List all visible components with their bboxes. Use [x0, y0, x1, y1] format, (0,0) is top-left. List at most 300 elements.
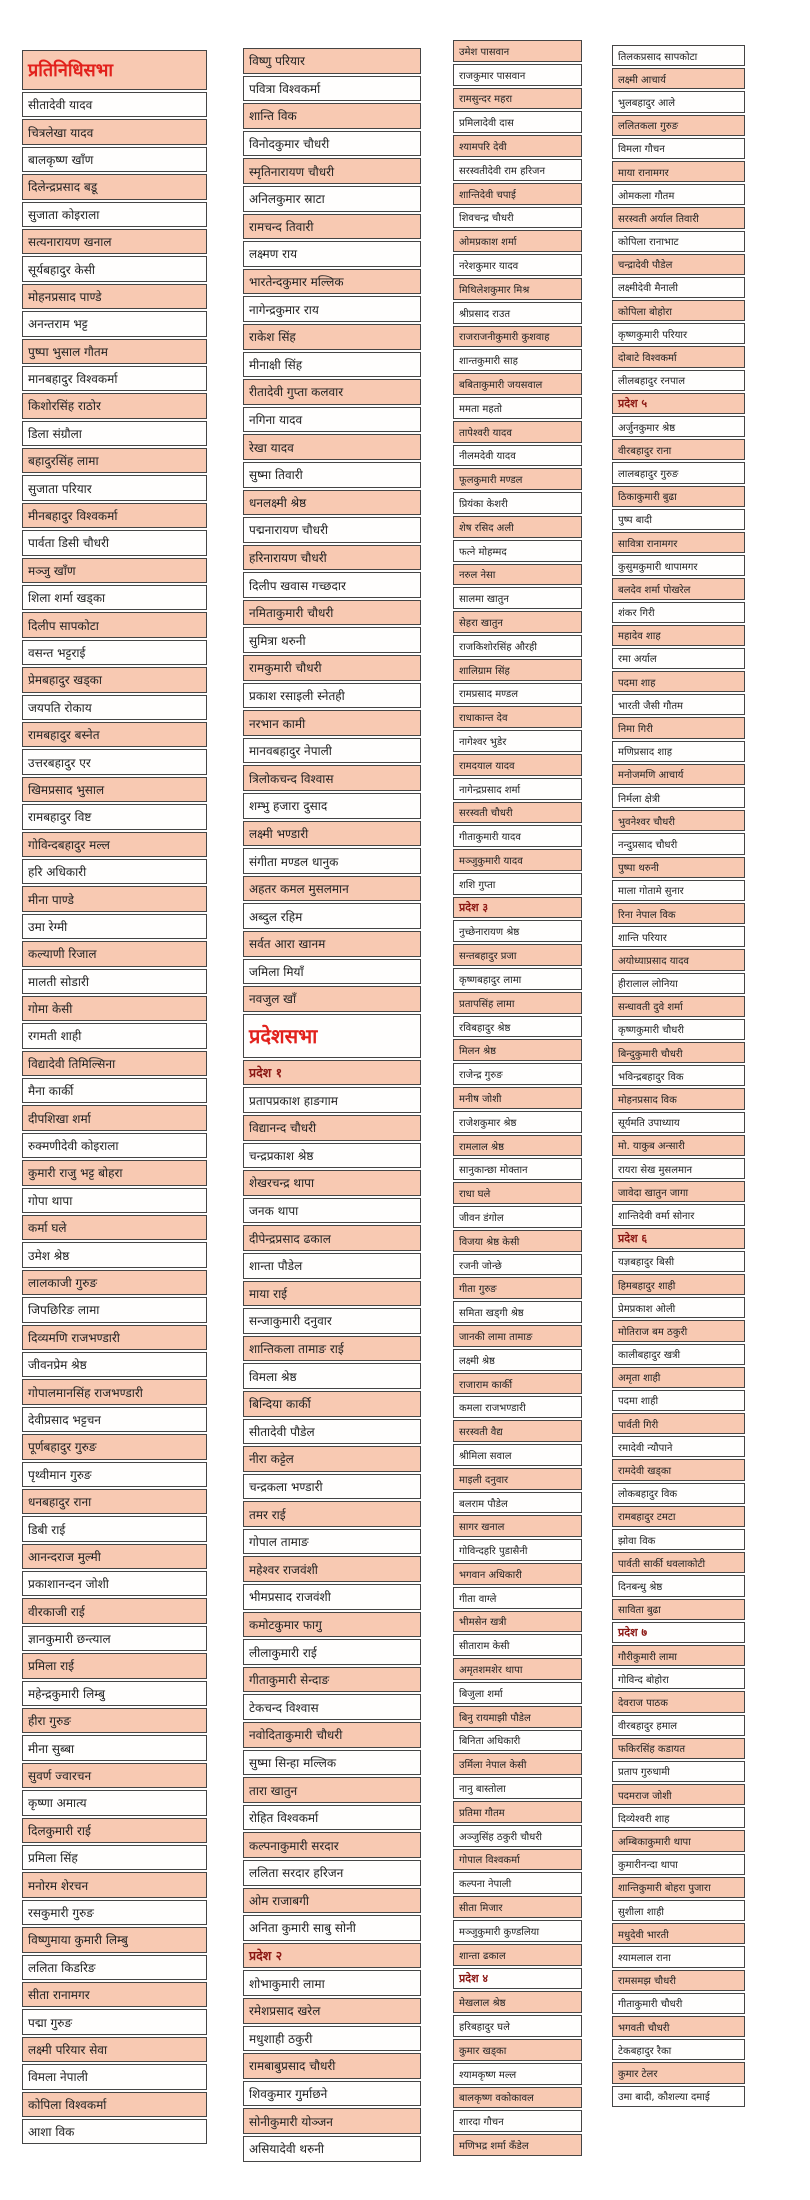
list-item: बिनिता अधिकारी — [453, 1730, 582, 1752]
list-item: लक्ष्मी आचार्य — [612, 68, 745, 89]
list-item: पार्वती गिरी — [612, 1413, 745, 1434]
list-item: वीरबहादुर हमाल — [612, 1715, 745, 1736]
list-item: स्मृतिनारायण चौधरी — [243, 158, 421, 184]
list-item: शान्ता पौडेल — [243, 1253, 421, 1279]
list-item: हीरालाल लोनिया — [612, 973, 745, 994]
list-item: वीरकाजी राई — [22, 1598, 207, 1623]
list-item: सुशीला शाही — [612, 1900, 745, 1921]
list-item: टेकबहादुर रैका — [612, 2039, 745, 2060]
list-item: शेष रसिद अली — [453, 516, 582, 538]
list-item: तापेश्वरी यादव — [453, 421, 582, 443]
list-item: कुसुमकुमारी थापामगर — [612, 555, 745, 576]
list-item: भगवान अधिकारी — [453, 1563, 582, 1585]
list-item: जीवन डंगोल — [453, 1206, 582, 1228]
list-item: नीलमदेवी यादव — [453, 445, 582, 467]
list-item: फत्ने मोहम्मद — [453, 540, 582, 562]
list-item: दोबाटे विश्वकर्मा — [612, 346, 745, 367]
list-item: पवित्रा विश्वकर्मा — [243, 76, 421, 102]
list-item: सानुकान्छा मोक्तान — [453, 1158, 582, 1180]
list-item: ममता महतो — [453, 397, 582, 419]
list-item: हरिबहादुर घले — [453, 2015, 582, 2037]
list-item: गीता गुरुङ — [453, 1277, 582, 1299]
list-item: विष्णुमाया कुमारी लिम्बु — [22, 1927, 207, 1952]
list-item: जमिला मियाँ — [243, 959, 421, 985]
list-item: माया रानामगर — [612, 161, 745, 182]
province-header: प्रदेश ७ — [612, 1622, 745, 1643]
list-item: रायरा सेख मुसलमान — [612, 1158, 745, 1179]
list-item: कमोटकुमार फागु — [243, 1612, 421, 1638]
list-item: चित्रलेखा यादव — [22, 119, 207, 144]
list-item: सरस्वती वैद्य — [453, 1420, 582, 1442]
list-item: अनन्तराम भट्ट — [22, 311, 207, 336]
list-item: माला गोतामे सुनार — [612, 880, 745, 901]
list-item: चन्द्रप्रकाश श्रेष्ठ — [243, 1143, 421, 1169]
list-item: कमला राजभण्डारी — [453, 1396, 582, 1418]
list-item: दिलेन्द्रप्रसाद बडू — [22, 174, 207, 199]
list-item: श्रीप्रसाद राउत — [453, 302, 582, 324]
list-item: किशोरसिंह राठोर — [22, 393, 207, 418]
column-representatives — [22, 50, 207, 2146]
list-item: नवजुल खाँ — [243, 986, 421, 1012]
list-item: हरिनारायण चौधरी — [243, 545, 421, 571]
list-item: दीपशिखा शर्मा — [22, 1105, 207, 1130]
list-item: रमेशप्रसाद खरेल — [243, 1998, 421, 2024]
list-item: तमर राई — [243, 1501, 421, 1527]
list-item: डिबी राई — [22, 1516, 207, 1541]
list-item: रजनी जोन्छे — [453, 1254, 582, 1276]
list-item: शान्तिदेवी चपाई — [453, 183, 582, 205]
list-item: पुष्पा भुसाल गौतम — [22, 339, 207, 364]
list-item: सरस्वती चौधरी — [453, 802, 582, 824]
list-item: पृथ्वीमान गुरुङ — [22, 1462, 207, 1487]
list-item: कल्याणी रिजाल — [22, 941, 207, 966]
list-item: मो. याकुब अन्सारी — [612, 1135, 745, 1156]
list-item: श्यामपरि देवी — [453, 135, 582, 157]
list-item: शान्तिदेवी वर्मा सोनार — [612, 1204, 745, 1225]
list-item: गौरीकुमारी लामा — [612, 1645, 745, 1666]
list-item: जनक थापा — [243, 1198, 421, 1224]
list-item: नीरा कट्टेल — [243, 1446, 421, 1472]
list-item: बालकृष्ण वकोकावल — [453, 2087, 582, 2109]
list-item: विद्यादेवी तिमिल्सिना — [22, 1051, 207, 1076]
list-item: भुवनेश्वर चौधरी — [612, 810, 745, 831]
list-item: शेखरचन्द्र थापा — [243, 1170, 421, 1196]
list-item: दिव्यमणि राजभण्डारी — [22, 1325, 207, 1350]
list-item: दिलीप खवास गच्छदार — [243, 572, 421, 598]
list-item: सागर खनाल — [453, 1515, 582, 1537]
list-item: नमिताकुमारी चौधरी — [243, 600, 421, 626]
list-item: पुष्पा थरुनी — [612, 857, 745, 878]
list-item: सुष्मा तिवारी — [243, 462, 421, 488]
list-item: रसकुमारी गुरुङ — [22, 1900, 207, 1925]
list-item: राजेशकुमार श्रेष्ठ — [453, 1111, 582, 1133]
list-item: श्यामकृष्ण मल्ल — [453, 2063, 582, 2085]
column-4 — [612, 45, 745, 2109]
list-item: जानकी लामा तामाङ — [453, 1325, 582, 1347]
list-item: विमला श्रेष्ठ — [243, 1363, 421, 1389]
list-item: बलदेव शर्मा पोखरेल — [612, 578, 745, 599]
list-item: गोमा केसी — [22, 996, 207, 1021]
list-item: त्रिलोकचन्द विश्वास — [243, 765, 421, 791]
list-item: श्रीमिला सवाल — [453, 1444, 582, 1466]
list-item: शम्भु हजारा दुसाद — [243, 793, 421, 819]
list-item: अनिलकुमार स्राटा — [243, 186, 421, 212]
list-item: रीतादेवी गुप्ता कलवार — [243, 379, 421, 405]
list-item: जिपछिरिङ लामा — [22, 1297, 207, 1322]
list-item: महेश्वर राजवंशी — [243, 1556, 421, 1582]
list-item: नरभान कामी — [243, 710, 421, 736]
list-item: शान्ता ढकाल — [453, 1944, 582, 1966]
list-item: सन्जाकुमारी दनुवार — [243, 1308, 421, 1334]
list-item: बिन्दुकुमारी चौधरी — [612, 1042, 745, 1063]
list-item: प्रतिमा गौतम — [453, 1801, 582, 1823]
list-item: भीमसेन खत्री — [453, 1611, 582, 1633]
list-item: उमा रेग्मी — [22, 914, 207, 939]
list-item: गोपा थापा — [22, 1188, 207, 1213]
list-item: राधाकान्त देव — [453, 706, 582, 728]
list-item: रिना नेपाल विक — [612, 903, 745, 924]
list-item: रमा अर्याल — [612, 648, 745, 669]
list-item: उर्मिला नेपाल केसी — [453, 1753, 582, 1775]
list-item: समिता खड्गी श्रेष्ठ — [453, 1301, 582, 1323]
list-item: मणिप्रसाद शाह — [612, 741, 745, 762]
list-item: शोभाकुमारी लामा — [243, 1970, 421, 1996]
list-item: गीता वाग्ले — [453, 1587, 582, 1609]
list-item: पूर्णबहादुर गुरुङ — [22, 1434, 207, 1459]
list-item: रामबहादुर टमटा — [612, 1506, 745, 1527]
list-item: रामचन्द तिवारी — [243, 214, 421, 240]
column-2 — [243, 48, 421, 2164]
list-item: सूर्यमति उपाध्याय — [612, 1112, 745, 1133]
list-item: ज्ञानकुमारी छन्त्याल — [22, 1626, 207, 1651]
list-item: निमा गिरी — [612, 717, 745, 738]
list-item: महेन्द्रकुमारी लिम्बु — [22, 1681, 207, 1706]
list-item: प्रमिला सिंह — [22, 1845, 207, 1870]
list-item: जयपति रोकाय — [22, 695, 207, 720]
list-item: जावेदा खातुन जागा — [612, 1181, 745, 1202]
list-item: रामबाबुप्रसाद चौधरी — [243, 2053, 421, 2079]
list-item: कृष्णा अमात्य — [22, 1790, 207, 1815]
list-item: मनोजमणि आचार्य — [612, 764, 745, 785]
list-item: मीनबहादुर विश्वकर्मा — [22, 503, 207, 528]
list-item: सीतादेवी पौडेल — [243, 1419, 421, 1445]
list-item: विमला गौचन — [612, 138, 745, 159]
list-item: प्रकाशानन्दन जोशी — [22, 1571, 207, 1596]
list-item: पुष्प बादी — [612, 509, 745, 530]
column-3 — [453, 40, 582, 2158]
list-item: सीता मिजार — [453, 1896, 582, 1918]
list-item: ललितकला गुरुङ — [612, 115, 745, 136]
list-item: नागेश्वर भुडेर — [453, 730, 582, 752]
list-item: नागेन्द्रप्रसाद शर्मा — [453, 778, 582, 800]
list-item: कृष्णकुमारी परियार — [612, 323, 745, 344]
list-item: धनलक्ष्मी श्रेष्ठ — [243, 490, 421, 516]
list-item: विमला नेपाली — [22, 2064, 207, 2089]
list-item: संगीता मण्डल धानुक — [243, 848, 421, 874]
list-item: वीरबहादुर राना — [612, 439, 745, 460]
list-item: सुमित्रा थरुनी — [243, 627, 421, 653]
list-item: बिन्दिया कार्की — [243, 1391, 421, 1417]
list-item: श्यामलाल राना — [612, 1946, 745, 1967]
list-item: सूर्यबहादुर केसी — [22, 256, 207, 281]
list-item: मीना पाण्डे — [22, 886, 207, 911]
list-item: शंकर गिरी — [612, 602, 745, 623]
assembly-header: प्रदेशसभा — [243, 1014, 421, 1058]
list-item: रामदयाल यादव — [453, 754, 582, 776]
list-item: मैना कार्की — [22, 1078, 207, 1103]
list-item: कुमारीनन्दा थापा — [612, 1854, 745, 1875]
list-item: सन्धावती दुवे शर्मा — [612, 996, 745, 1017]
list-item: आनन्दराज मुल्मी — [22, 1544, 207, 1569]
list-item: सरस्वतीदेवी राम हरिजन — [453, 159, 582, 181]
list-item: राजाराम कार्की — [453, 1373, 582, 1395]
list-item: अमृतशमशेर थापा — [453, 1658, 582, 1680]
list-item: राधा घले — [453, 1182, 582, 1204]
list-item: शान्तकुमारी साह — [453, 349, 582, 371]
list-item: देवीप्रसाद भट्टचन — [22, 1407, 207, 1432]
list-item: ओमकला गौतम — [612, 184, 745, 205]
list-item: विजया श्रेष्ठ केसी — [453, 1230, 582, 1252]
list-item: शालिग्राम सिंह — [453, 659, 582, 681]
list-item: लीलाकुमारी राई — [243, 1639, 421, 1665]
province-header: प्रदेश ६ — [612, 1228, 745, 1249]
list-item: पार्वता डिसी चौधरी — [22, 530, 207, 555]
list-item: सालमा खातुन — [453, 587, 582, 609]
list-item: लक्ष्मण राय — [243, 241, 421, 267]
list-item: दिनबन्धु श्रेष्ठ — [612, 1575, 745, 1596]
list-item: गोविन्दहरि पुडासैनी — [453, 1539, 582, 1561]
list-item: पार्वती सार्की धवलाकोटी — [612, 1552, 745, 1573]
list-item: नरेशकुमार यादव — [453, 254, 582, 276]
list-item: ओमप्रकाश शर्मा — [453, 230, 582, 252]
list-item: भीमप्रसाद राजवंशी — [243, 1584, 421, 1610]
list-item: गीताकुमारी चौधरी — [612, 1993, 745, 2014]
list-item: प्रमिलादेवी दास — [453, 111, 582, 133]
list-item: चन्द्रकला भण्डारी — [243, 1474, 421, 1500]
list-item: आशा विक — [22, 2119, 207, 2144]
list-item: नन्दुप्रसाद चौधरी — [612, 833, 745, 854]
list-item: लक्ष्मीदेवी मैनाली — [612, 277, 745, 298]
list-item: गोविन्द बोहोरा — [612, 1668, 745, 1689]
list-item: रामकुमारी चौधरी — [243, 655, 421, 681]
list-item: गोपाल विश्वकर्मा — [453, 1849, 582, 1871]
list-item: मेखलाल श्रेष्ठ — [453, 1991, 582, 2013]
list-item: राजराजनीकुमारी कुशवाह — [453, 326, 582, 348]
list-item: लीलबहादुर रनपाल — [612, 370, 745, 391]
list-item: मधुशाही ठकुरी — [243, 2026, 421, 2052]
list-item: मनीष जोशी — [453, 1087, 582, 1109]
list-item: शशि गुप्ता — [453, 873, 582, 895]
list-item: बहादुरसिंह लामा — [22, 448, 207, 473]
list-item: दिव्येश्वरी शाह — [612, 1807, 745, 1828]
list-item: कर्मा घले — [22, 1215, 207, 1240]
list-item: सेहरा खातुन — [453, 611, 582, 633]
list-item: विद्यानन्द चौधरी — [243, 1115, 421, 1141]
list-item: तिलकप्रसाद सापकोटा — [612, 45, 745, 66]
list-item: रामदेवी खड्का — [612, 1459, 745, 1480]
list-item: सीताराम केसी — [453, 1634, 582, 1656]
list-item: मनोरम शेरचन — [22, 1872, 207, 1897]
list-item: रमादेवी न्यौपाने — [612, 1436, 745, 1457]
list-item: नानु बास्तोला — [453, 1777, 582, 1799]
list-item: राजेन्द्र गुरुङ — [453, 1063, 582, 1085]
list-item: डिला संग्रौला — [22, 421, 207, 446]
list-item: गोविन्दबहादुर मल्ल — [22, 832, 207, 857]
list-item: गीताकुमारी यादव — [453, 825, 582, 847]
list-item: अर्जुनकुमार श्रेष्ठ — [612, 416, 745, 437]
list-item: कल्पनाकुमारी सरदार — [243, 1832, 421, 1858]
list-item: देवराज पाठक — [612, 1691, 745, 1712]
list-item: मानबहादुर विश्वकर्मा — [22, 366, 207, 391]
list-item: पदमा शाह — [612, 671, 745, 692]
list-item: मीना सुब्बा — [22, 1735, 207, 1760]
list-item: मञ्जु खाँण — [22, 558, 207, 583]
list-item: कुमार खड्का — [453, 2039, 582, 2061]
list-item: बिनु रायमाझी पौडेल — [453, 1706, 582, 1728]
list-item: रामसुन्दर महरा — [453, 88, 582, 110]
list-item: ललिता किडरिङ — [22, 1955, 207, 1980]
list-item: भारती जैसी गौतम — [612, 694, 745, 715]
list-item: फूलकुमारी मण्डल — [453, 468, 582, 490]
list-item: विनोदकुमार चौधरी — [243, 131, 421, 157]
list-item: रेखा यादव — [243, 434, 421, 460]
list-item: नुच्छेनारायण श्रेष्ठ — [453, 920, 582, 942]
list-item: रामप्रसाद मण्डल — [453, 683, 582, 705]
list-item: जीवनप्रेम श्रेष्ठ — [22, 1352, 207, 1377]
list-item: मोहनप्रसाद विक — [612, 1088, 745, 1109]
list-item: लालबहादुर गुरुङ — [612, 462, 745, 483]
list-item: मञ्जुकुमारी यादव — [453, 849, 582, 871]
list-item: अनिता कुमारी साबु सोनी — [243, 1915, 421, 1941]
list-item: मणिभद्र शर्मा कँडेल — [453, 2134, 582, 2156]
list-item: ठिकाकुमारी बुढा — [612, 486, 745, 507]
list-item: पद्मनारायण चौधरी — [243, 517, 421, 543]
list-item: हिमबहादुर शाही — [612, 1274, 745, 1295]
list-item: अञ्जुसिंह ठकुरी चौधरी — [453, 1825, 582, 1847]
list-item: भविन्द्रबहादुर विक — [612, 1065, 745, 1086]
list-item: ओम राजाबगी — [243, 1888, 421, 1914]
list-item: सुजाता कोइराला — [22, 202, 207, 227]
list-item: मोहनप्रसाद पाण्डे — [22, 284, 207, 309]
list-item: साविता बुढा — [612, 1599, 745, 1620]
list-item: ललिता सरदार हरिजन — [243, 1860, 421, 1886]
list-item: कल्पना नेपाली — [453, 1872, 582, 1894]
list-item: सुष्मा सिन्हा मल्लिक — [243, 1750, 421, 1776]
list-item: हीरा गुरुङ — [22, 1708, 207, 1733]
list-item: रगमती शाही — [22, 1023, 207, 1048]
list-item: शिवकुमार गुर्माछने — [243, 2081, 421, 2107]
list-item: भारतेन्दकुमार मल्लिक — [243, 269, 421, 295]
list-item: लक्ष्मी श्रेष्ठ — [453, 1349, 582, 1371]
list-item: धनबहादुर राना — [22, 1489, 207, 1514]
list-item: उमेश श्रेष्ठ — [22, 1242, 207, 1267]
list-item: प्रेमप्रकाश ओली — [612, 1297, 745, 1318]
list-item: हरि अधिकारी — [22, 859, 207, 884]
list-item: खिमप्रसाद भुसाल — [22, 777, 207, 802]
list-item: सत्यनारायण खनाल — [22, 229, 207, 254]
list-item: शान्तिकला तामाङ राई — [243, 1336, 421, 1362]
list-item: मिथिलेशकुमार मिश्र — [453, 278, 582, 300]
list-item: नागेन्द्रकुमार राय — [243, 296, 421, 322]
list-item: मीनाक्षी सिंह — [243, 352, 421, 378]
list-item: दिलीप सापकोटा — [22, 612, 207, 637]
list-item: बबिताकुमारी जयसवाल — [453, 373, 582, 395]
province-header: प्रदेश ३ — [453, 897, 582, 919]
list-item: मधुदेवी भारती — [612, 1923, 745, 1944]
list-item: रामबहादुर बस्नेत — [22, 722, 207, 747]
list-item: रामलाल श्रेष्ठ — [453, 1135, 582, 1157]
list-item: भगवती चौधरी — [612, 2016, 745, 2037]
list-item: सुवर्ण ज्वारचन — [22, 1763, 207, 1788]
list-item: प्रमिला राई — [22, 1653, 207, 1678]
list-item: कोपिला बोहोरा — [612, 300, 745, 321]
list-item: शान्ति परियार — [612, 926, 745, 947]
list-item: अम्बिकाकुमारी थापा — [612, 1830, 745, 1851]
list-item: दीपेन्द्रप्रसाद ढकाल — [243, 1225, 421, 1251]
list-item: उत्तरबहादुर एर — [22, 749, 207, 774]
list-item: पद्मा गुरुङ — [22, 2009, 207, 2034]
list-item: रविबहादुर श्रेष्ठ — [453, 1016, 582, 1038]
list-item: मञ्जुकुमारी कुण्डलिया — [453, 1920, 582, 1942]
list-item: सीतादेवी यादव — [22, 92, 207, 117]
list-item: सुजाता परियार — [22, 475, 207, 500]
list-item: मानवबहादुर नेपाली — [243, 738, 421, 764]
list-item: मोतिराज बम ठकुरी — [612, 1320, 745, 1341]
list-item: कृष्णकुमारी चौधरी — [612, 1019, 745, 1040]
list-item: राजकुमार पासवान — [453, 64, 582, 86]
list-item: बालकृष्ण खाँण — [22, 147, 207, 172]
list-item: प्रताप गुरुधामी — [612, 1761, 745, 1782]
list-item: रोहित विश्वकर्मा — [243, 1805, 421, 1831]
list-item: बलराम पौडेल — [453, 1492, 582, 1514]
list-item: भुलबहादुर आले — [612, 91, 745, 112]
list-item: लक्ष्मी परियार सेवा — [22, 2037, 207, 2062]
list-item: पदमराज जोशी — [612, 1784, 745, 1805]
list-item: सन्तबहादुर प्रजा — [453, 944, 582, 966]
province-header: प्रदेश १ — [243, 1060, 421, 1086]
list-item: चन्द्रादेवी पौडेल — [612, 254, 745, 275]
list-item: राकेश सिंह — [243, 324, 421, 350]
list-item: प्रतापप्रकाश हाङगाम — [243, 1087, 421, 1113]
list-item: लक्ष्मी भण्डारी — [243, 821, 421, 847]
list-item: माइली दनुवार — [453, 1468, 582, 1490]
list-item: बिजुला शर्मा — [453, 1682, 582, 1704]
assembly-header: प्रतिनिधिसभा — [22, 50, 207, 90]
list-item: नवोदिताकुमारी चौधरी — [243, 1722, 421, 1748]
list-item: शान्तिकुमारी बोहरा पुजारा — [612, 1877, 745, 1898]
list-item: गोपाल तामाङ — [243, 1529, 421, 1555]
list-item: महादेव शाह — [612, 625, 745, 646]
list-item: दिलकुमारी राई — [22, 1818, 207, 1843]
list-item: रामसमझ चौधरी — [612, 1970, 745, 1991]
list-item: कोपिला रानाभाट — [612, 231, 745, 252]
list-item: कृष्णबहादुर लामा — [453, 968, 582, 990]
list-item: शिला शर्मा खड्का — [22, 585, 207, 610]
list-item: पदमा शाही — [612, 1390, 745, 1411]
province-header: प्रदेश ५ — [612, 393, 745, 414]
list-item: लोकबहादुर विक — [612, 1483, 745, 1504]
province-header: प्रदेश ४ — [453, 1968, 582, 1990]
list-item: सावित्रा रानामगर — [612, 532, 745, 553]
list-item: टेकचन्द विश्वास — [243, 1694, 421, 1720]
list-item: प्रतापसिंह लामा — [453, 992, 582, 1014]
list-item: तारा खातुन — [243, 1777, 421, 1803]
list-item: अयोध्याप्रसाद यादव — [612, 949, 745, 970]
list-item: सरस्वती अर्याल तिवारी — [612, 207, 745, 228]
list-item: निर्मला क्षेत्री — [612, 787, 745, 808]
list-item: असियादेवी थरुनी — [243, 2136, 421, 2162]
list-item: झोवा विक — [612, 1529, 745, 1550]
